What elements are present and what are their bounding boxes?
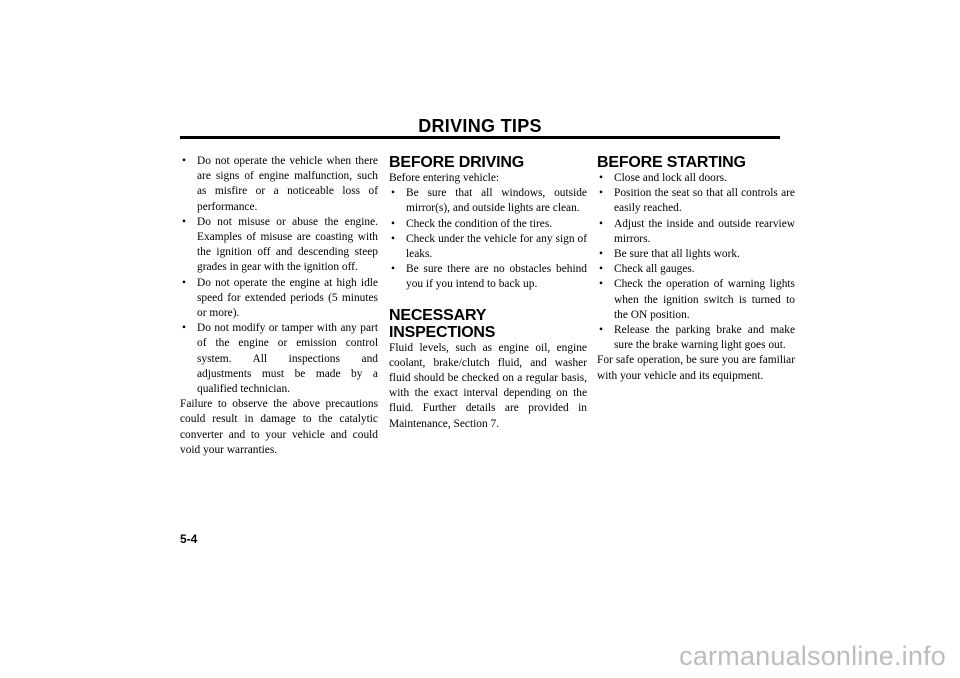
list-item: • Do not operate the engine at high idle speed for extended periods (5 minutes or more). [180,276,378,322]
list-item: • Check under the vehicle for any sign of leaks. [389,232,587,262]
list-item: • Do not modify or tamper with any part of the engine or emission control system. All inspections and adjustments must be made by a qualified technician. [180,321,378,397]
before-driving-intro: Before entering vehicle: [389,172,500,184]
watermark-text: carmanualsonline.info [679,641,946,671]
title-rule [180,136,780,139]
list-item: • Do not misuse or abuse the engine. Examples of misuse are coasting with the ignition off and descending steep grades in gear with the ignition off. [180,215,378,276]
list-item: • Check all gauges. [597,262,795,277]
before-starting-list [597,171,795,353]
list-item: • Adjust the inside and outside rearview mirrors. [597,217,795,247]
list-item: • Be sure there are no obstacles behind you if you intend to back up. [389,262,587,292]
before-driving-heading: BEFORE DRIVING [389,154,524,171]
list-item: • Be sure that all lights work. [597,247,795,262]
list-item: • Check the condition of the tires. [389,217,587,232]
warranty-paragraph: Failure to observe the above precautions could result in damage to the catalytic converter and to your vehicle and could void your warranties. [180,398,378,456]
column-engine-precautions [180,154,378,458]
necessary-inspections-heading: NECESSARY INSPECTIONS [389,306,496,341]
list-item: • Close and lock all doors. [597,171,795,186]
list-item: • Be sure that all windows, outside mirror(s), and outside lights are clean. [389,186,587,216]
list-item: • Check the operation of warning lights when the ignition switch is turned to the ON position. [597,277,795,323]
column-before-driving [389,154,587,432]
page-title: DRIVING TIPS [418,116,542,136]
before-starting-heading: BEFORE STARTING [597,154,746,171]
list-item: • Position the seat so that all controls are easily reached. [597,186,795,216]
column-before-starting [597,154,795,384]
list-item: • Release the parking brake and make sure the brake warning light goes out. [597,323,795,353]
list-item: • Do not operate the vehicle when there are signs of engine malfunction, such as misfire or a noticeable loss of performance. [180,154,378,215]
page-number: 5-4 [180,532,198,546]
necessary-inspections-body: Fluid levels, such as engine oil, engine coolant, brake/clutch fluid, and washer fluid should be checked on a regular basis, with the exact interval depending on the fluid. Further details are provided in Maintenance, Section 7. [389,341,587,430]
precaution-list [180,154,378,397]
before-driving-list [389,186,587,292]
safe-operation-paragraph: For safe operation, be sure you are familiar with your vehicle and its equipment. [597,354,795,382]
